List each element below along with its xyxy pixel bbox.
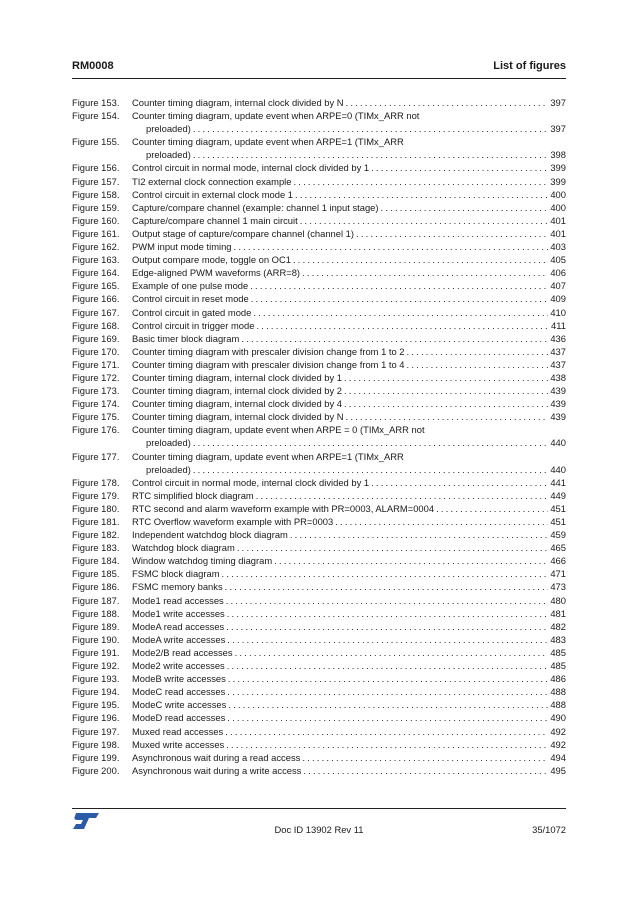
- page-ref: 483: [550, 633, 566, 645]
- figure-title: Counter timing diagram, internal clock divided by 4: [132, 398, 342, 410]
- figure-number: Figure 184.: [72, 555, 120, 567]
- figure-title: Counter timing diagram, update event when ARPE=0 (TIMx_ARR not: [132, 110, 420, 122]
- toc-entry[interactable]: [72, 240, 566, 253]
- page-header: [72, 60, 566, 72]
- page-ref: 485: [550, 660, 566, 672]
- figure-title: RTC Overflow waveform example with PR=0003: [132, 516, 334, 527]
- figure-number: Figure 154.: [72, 110, 120, 122]
- toc-entry[interactable]: [72, 659, 566, 672]
- figure-title: ModeD read accesses: [132, 712, 226, 724]
- dot-leader: [381, 201, 549, 214]
- figure-title: preloaded): [146, 149, 191, 161]
- figure-number: Figure 194.: [72, 686, 120, 698]
- figure-title: Output stage of capture/compare channel (channel 1): [132, 227, 355, 239]
- toc-entry[interactable]: [72, 384, 566, 397]
- figure-number: Figure 199.: [72, 751, 120, 763]
- dot-leader: [235, 646, 549, 659]
- figure-number: Figure 192.: [72, 660, 120, 672]
- toc-entry[interactable]: [72, 332, 566, 345]
- page-ref: 486: [550, 673, 566, 685]
- page-ref: 398: [550, 149, 566, 161]
- toc-entry[interactable]: [72, 292, 566, 305]
- page-ref: 438: [550, 371, 566, 383]
- figure-number: Figure 177.: [72, 450, 120, 462]
- figure-title: Mode2 write accesses: [132, 660, 225, 672]
- page-ref: 459: [550, 529, 566, 541]
- toc-entry[interactable]: [72, 450, 566, 476]
- dot-leader: [344, 397, 548, 410]
- dot-leader: [256, 319, 549, 332]
- figure-number: Figure 200.: [72, 764, 120, 776]
- dot-leader: [228, 698, 548, 711]
- page-ref: 481: [550, 607, 566, 619]
- figure-title: ModeC read accesses: [132, 686, 226, 698]
- dot-leader: [226, 594, 549, 607]
- page-ref: 405: [550, 254, 566, 266]
- toc-entry[interactable]: [72, 528, 566, 541]
- section-title: List of figures: [493, 60, 566, 72]
- toc-entry[interactable]: [72, 594, 566, 607]
- figure-title: ModeC write accesses: [132, 699, 227, 711]
- figure-title: Counter timing diagram with prescaler division change from 1 to 2: [132, 345, 405, 357]
- toc-entry[interactable]: [72, 515, 566, 528]
- dot-leader: [193, 436, 549, 449]
- figure-title: FSMC memory banks: [132, 581, 223, 593]
- page-ref: 492: [550, 725, 566, 737]
- figure-number: Figure 175.: [72, 411, 120, 423]
- toc-entry[interactable]: [72, 633, 566, 646]
- toc-entry[interactable]: [72, 175, 566, 188]
- toc-entry[interactable]: [72, 607, 566, 620]
- header-divider: [72, 78, 566, 79]
- toc-entry[interactable]: [72, 567, 566, 580]
- dot-leader: [371, 161, 548, 174]
- toc-entry[interactable]: [72, 410, 566, 423]
- figure-title: TI2 external clock connection example: [132, 175, 292, 187]
- dot-leader: [303, 764, 548, 777]
- figure-number: Figure 171.: [72, 358, 120, 370]
- figure-number: Figure 159.: [72, 201, 120, 213]
- page-ref: 465: [550, 542, 566, 554]
- dot-leader: [234, 240, 549, 253]
- dot-leader: [407, 345, 549, 358]
- figure-number: Figure 160.: [72, 214, 120, 226]
- page-ref: 397: [550, 123, 566, 135]
- page-ref: 400: [550, 188, 566, 200]
- figure-number: Figure 193.: [72, 673, 120, 685]
- dot-leader: [241, 332, 548, 345]
- figure-number: Figure 180.: [72, 502, 120, 514]
- page-number: 35/1072: [532, 824, 566, 835]
- page-ref: 494: [550, 751, 566, 763]
- dot-leader: [302, 266, 548, 279]
- figure-title: FSMC block diagram: [132, 568, 220, 580]
- toc-entry[interactable]: [72, 672, 566, 685]
- dot-leader: [295, 188, 548, 201]
- figure-number: Figure 183.: [72, 542, 120, 554]
- figure-number: Figure 164.: [72, 267, 120, 279]
- figure-number: Figure 166.: [72, 293, 120, 305]
- figure-title: preloaded): [146, 437, 191, 449]
- page-ref: 482: [550, 620, 566, 632]
- toc-entry[interactable]: [72, 227, 566, 240]
- dot-leader: [256, 489, 549, 502]
- page-ref: 471: [550, 568, 566, 580]
- figure-number: Figure 168.: [72, 319, 120, 331]
- dot-leader: [226, 738, 548, 751]
- figure-title: Counter timing diagram, update event when ARPE = 0 (TIMx_ARR not: [132, 424, 425, 436]
- toc-entry[interactable]: [72, 620, 566, 633]
- figure-number: Figure 196.: [72, 712, 120, 724]
- figure-title: Edge-aligned PWM waveforms (ARR=8): [132, 267, 301, 279]
- toc-entry[interactable]: [72, 423, 566, 449]
- page-ref: 439: [550, 398, 566, 410]
- dot-leader: [228, 672, 549, 685]
- figure-title: Control circuit in trigger mode: [132, 319, 255, 331]
- toc-entry[interactable]: [72, 188, 566, 201]
- toc-entry[interactable]: [72, 541, 566, 554]
- dot-leader: [237, 541, 549, 554]
- dot-leader: [356, 227, 548, 240]
- figure-number: Figure 173.: [72, 385, 120, 397]
- page-ref: 409: [550, 293, 566, 305]
- toc-entry[interactable]: [72, 135, 566, 161]
- dot-leader: [274, 554, 548, 567]
- dot-leader: [227, 711, 548, 724]
- page-ref: 401: [550, 227, 566, 239]
- figure-title: Counter timing diagram, internal clock divided by 1: [132, 371, 342, 383]
- dot-leader: [436, 502, 548, 515]
- figure-number: Figure 185.: [72, 568, 120, 580]
- figure-title: Mode2/B read accesses: [132, 646, 233, 658]
- page-ref: 449: [550, 489, 566, 501]
- toc-entry[interactable]: [72, 358, 566, 371]
- page-ref: 440: [550, 463, 566, 475]
- dot-leader: [253, 306, 548, 319]
- toc-entry[interactable]: [72, 279, 566, 292]
- dot-leader: [344, 384, 548, 397]
- page-ref: 492: [550, 738, 566, 750]
- toc-entry[interactable]: [72, 319, 566, 332]
- page-ref: 437: [550, 358, 566, 370]
- page-ref: 439: [550, 411, 566, 423]
- figure-number: Figure 172.: [72, 371, 120, 383]
- figure-number: Figure 187.: [72, 594, 120, 606]
- dot-leader: [293, 253, 548, 266]
- toc-entry[interactable]: [72, 371, 566, 384]
- figure-number: Figure 189.: [72, 620, 120, 632]
- footer-divider: [72, 808, 566, 809]
- figure-number: Figure 153.: [72, 97, 120, 108]
- toc-entry[interactable]: [72, 685, 566, 698]
- page-ref: 437: [550, 345, 566, 357]
- toc-entry[interactable]: [72, 580, 566, 593]
- figure-number: Figure 198.: [72, 738, 120, 750]
- toc-entry[interactable]: [72, 738, 566, 751]
- figure-title: Counter timing diagram, internal clock divided by N: [132, 411, 344, 423]
- page-ref: 488: [550, 686, 566, 698]
- figure-number: Figure 178.: [72, 476, 120, 488]
- page-ref: 480: [550, 594, 566, 606]
- page-ref: 400: [550, 201, 566, 213]
- figure-number: Figure 170.: [72, 345, 120, 357]
- figure-title: Basic timer block diagram: [132, 332, 240, 344]
- page-ref: 399: [550, 175, 566, 187]
- toc-entry[interactable]: [72, 646, 566, 659]
- toc-entry[interactable]: [72, 397, 566, 410]
- figure-title: Counter timing diagram, update event when ARPE=1 (TIMx_ARR: [132, 450, 404, 462]
- figure-number: Figure 167.: [72, 306, 120, 318]
- toc-entry[interactable]: [72, 266, 566, 279]
- figure-title: Capture/compare channel 1 main circuit: [132, 214, 298, 226]
- figure-title: Counter timing diagram, internal clock divided by 2: [132, 385, 342, 397]
- figure-number: Figure 165.: [72, 280, 120, 292]
- figure-title: Watchdog block diagram: [132, 542, 235, 554]
- figure-title: PWM input mode timing: [132, 241, 232, 253]
- figure-title: preloaded): [146, 123, 191, 135]
- dot-leader: [346, 96, 549, 109]
- page-ref: 439: [550, 385, 566, 397]
- figure-title: ModeA write accesses: [132, 633, 226, 645]
- page-footer: [72, 818, 566, 838]
- toc-entry[interactable]: [72, 214, 566, 227]
- figure-number: Figure 176.: [72, 424, 120, 436]
- toc-entry[interactable]: [72, 306, 566, 319]
- figure-number: Figure 190.: [72, 633, 120, 645]
- figure-title: Window watchdog timing diagram: [132, 555, 273, 567]
- figure-title: ModeB write accesses: [132, 673, 226, 685]
- figure-number: Figure 155.: [72, 136, 120, 148]
- figure-title: RTC second and alarm waveform example with PR=0003, ALARM=0004: [132, 502, 435, 514]
- dot-leader: [251, 292, 549, 305]
- figure-title: Control circuit in gated mode: [132, 306, 252, 318]
- toc-entry[interactable]: [72, 96, 566, 109]
- dot-leader: [407, 358, 549, 371]
- figure-number: Figure 182.: [72, 529, 120, 541]
- figure-title: Output compare mode, toggle on OC1: [132, 254, 291, 266]
- figure-title: Muxed write accesses: [132, 738, 225, 750]
- figure-title: preloaded): [146, 463, 191, 475]
- dot-leader: [193, 122, 549, 135]
- figure-number: Figure 174.: [72, 398, 120, 410]
- page-ref: 406: [550, 267, 566, 279]
- figure-number: Figure 188.: [72, 607, 120, 619]
- page-ref: 440: [550, 437, 566, 449]
- doc-ref: RM0008: [72, 60, 114, 72]
- figure-number: Figure 181.: [72, 516, 120, 527]
- page-ref: 436: [550, 332, 566, 344]
- figure-number: Figure 162.: [72, 241, 120, 253]
- figure-number: Figure 197.: [72, 725, 120, 737]
- page-ref: 485: [550, 646, 566, 658]
- dot-leader: [302, 751, 548, 764]
- dot-leader: [225, 580, 549, 593]
- toc-entry[interactable]: [72, 161, 566, 174]
- dot-leader: [193, 463, 549, 476]
- dot-leader: [300, 214, 549, 227]
- figure-title: Control circuit in normal mode, internal clock divided by 1: [132, 162, 370, 174]
- figure-number: Figure 169.: [72, 332, 120, 344]
- toc-entry[interactable]: [72, 489, 566, 502]
- dot-leader: [344, 371, 548, 384]
- figure-number: Figure 179.: [72, 489, 120, 501]
- figure-title: Muxed read accesses: [132, 725, 224, 737]
- figure-title: Counter timing diagram with prescaler division change from 1 to 4: [132, 358, 405, 370]
- figure-number: Figure 157.: [72, 175, 120, 187]
- dot-leader: [227, 607, 549, 620]
- toc-entry[interactable]: [72, 345, 566, 358]
- page-ref: 451: [550, 502, 566, 514]
- page-ref: 401: [550, 214, 566, 226]
- figure-title: Control circuit in normal mode, internal clock divided by 1: [132, 476, 370, 488]
- figure-title: Counter timing diagram, internal clock divided by N: [132, 97, 344, 108]
- dot-leader: [225, 725, 548, 738]
- figure-title: RTC simplified block diagram: [132, 489, 254, 501]
- dot-leader: [222, 567, 549, 580]
- page-ref: 490: [550, 712, 566, 724]
- page-ref: 397: [550, 97, 566, 108]
- figure-number: Figure 163.: [72, 254, 120, 266]
- toc-entry[interactable]: [72, 698, 566, 711]
- toc-entry[interactable]: [72, 201, 566, 214]
- figure-title: Independent watchdog block diagram: [132, 529, 288, 541]
- page-ref: 410: [550, 306, 566, 318]
- toc-entry[interactable]: [72, 554, 566, 567]
- figure-title: Asynchronous wait during a read access: [132, 751, 301, 763]
- figure-number: Figure 186.: [72, 581, 120, 593]
- figure-title: Control circuit in reset mode: [132, 293, 249, 305]
- figure-title: Mode1 read accesses: [132, 594, 224, 606]
- page-ref: 451: [550, 516, 566, 527]
- dot-leader: [335, 515, 548, 528]
- figure-number: Figure 158.: [72, 188, 120, 200]
- dot-leader: [290, 528, 549, 541]
- toc-entry[interactable]: [72, 476, 566, 489]
- dot-leader: [227, 659, 549, 672]
- page-ref: 473: [550, 581, 566, 593]
- dot-leader: [226, 620, 548, 633]
- toc-entry[interactable]: [72, 751, 566, 764]
- figure-title: Capture/compare channel (example: channel 1 input stage): [132, 201, 379, 213]
- figure-number: Figure 191.: [72, 646, 120, 658]
- page-ref: 441: [550, 476, 566, 488]
- dot-leader: [371, 476, 548, 489]
- figure-number: Figure 161.: [72, 227, 120, 239]
- page-ref: 407: [550, 280, 566, 292]
- doc-id: Doc ID 13902 Rev 11: [274, 824, 364, 835]
- figure-number: Figure 195.: [72, 699, 120, 711]
- figure-title: Mode1 write accesses: [132, 607, 225, 619]
- figure-title: Counter timing diagram, update event when ARPE=1 (TIMx_ARR: [132, 136, 404, 148]
- toc-entry[interactable]: [72, 502, 566, 515]
- toc-entry[interactable]: [72, 109, 566, 135]
- dot-leader: [346, 410, 549, 423]
- page-ref: 495: [550, 764, 566, 776]
- toc-entry[interactable]: [72, 764, 566, 777]
- toc-entry[interactable]: [72, 253, 566, 266]
- figure-number: Figure 156.: [72, 162, 120, 174]
- page-ref: 466: [550, 555, 566, 567]
- page-ref: 403: [550, 241, 566, 253]
- dot-leader: [250, 279, 548, 292]
- page-ref: 399: [550, 162, 566, 174]
- toc-entry[interactable]: [72, 711, 566, 724]
- list-of-figures: [72, 96, 566, 777]
- toc-entry[interactable]: [72, 725, 566, 738]
- dot-leader: [227, 633, 548, 646]
- figure-title: Example of one pulse mode: [132, 280, 249, 292]
- dot-leader: [293, 175, 548, 188]
- page-ref: 488: [550, 699, 566, 711]
- page-ref: 411: [551, 319, 566, 331]
- figure-title: Control circuit in external clock mode 1: [132, 188, 294, 200]
- dot-leader: [193, 148, 549, 161]
- dot-leader: [227, 685, 548, 698]
- figure-title: ModeA read accesses: [132, 620, 225, 632]
- figure-title: Asynchronous wait during a write access: [132, 764, 302, 776]
